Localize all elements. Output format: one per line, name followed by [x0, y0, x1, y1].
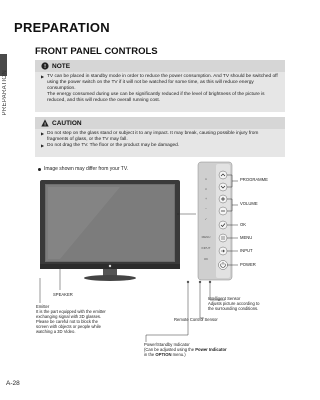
- note-item: ▶ TV can be placed in standby mode in order to reduce the power consumption. And TV should be switched off using the power switch on the TV if it will not be watched for some time, as this will reduce energy consumption.: [41, 74, 278, 91]
- panel-label: MENU: [201, 235, 211, 239]
- power-label: POWER: [240, 262, 256, 267]
- note-title: NOTE: [52, 62, 71, 70]
- power-indicator-label: Power/Standby Indicator (Can be adjusted using the Power Indicator in the OPTION menu.): [144, 342, 227, 357]
- svg-text:∧: ∧: [204, 177, 208, 181]
- svg-text:+: +: [205, 197, 207, 201]
- programme-label: PROGRAMME: [240, 177, 268, 182]
- panel-label: OK: [203, 257, 209, 261]
- side-section-label: PREPARATION: [2, 70, 8, 116]
- arrow-icon: ▶: [41, 131, 45, 136]
- speaker-label: SPEAKER: [53, 292, 73, 297]
- input-button[interactable]: [219, 247, 227, 255]
- caution-item: ▶ Do not step on the glass stand or subject it to any impact. It may break, causing possible injury from fragments of glass, or the TV may fall.: [41, 131, 259, 142]
- menu-button[interactable]: [219, 234, 227, 242]
- tv-illustration: [40, 180, 180, 281]
- power-button[interactable]: [219, 261, 228, 270]
- svg-text:!: !: [44, 64, 46, 70]
- arrow-icon: ▶: [41, 74, 45, 79]
- section-title: FRONT PANEL CONTROLS: [35, 46, 158, 57]
- ok-button[interactable]: [219, 221, 227, 229]
- emitter-label: Emitter It is the part equipped with the emitter exchanging signal with 3D glasses. Please be careful not to block the screen with objects or people while watching a 3D Video.: [36, 304, 106, 334]
- input-label: INPUT: [240, 248, 253, 253]
- sensor-leader-lines: [146, 282, 225, 342]
- remote-sensor-label: Remote Control Sensor: [174, 317, 218, 322]
- svg-text:!: !: [44, 122, 46, 127]
- programme-down-button[interactable]: [219, 183, 227, 191]
- volume-up-button[interactable]: [219, 195, 227, 203]
- note-item: The energy consumed during use can be significantly reduced if the level of brightness of the picture is reduced, and this will reduce the overall running cost.: [47, 92, 265, 103]
- arrow-icon: ▶: [41, 143, 45, 148]
- page-number: A-28: [6, 380, 20, 387]
- caution-item: ▶ Do not drag the TV. The floor or the product may be damaged.: [41, 143, 180, 148]
- intelligent-sensor-label: Intelligent Sensor Adjusts picture according to the surrounding conditions.: [208, 296, 260, 311]
- svg-text:−: −: [205, 207, 207, 211]
- menu-label: MENU: [240, 235, 253, 240]
- volume-label: VOLUME: [240, 201, 258, 206]
- programme-up-button[interactable]: [219, 171, 227, 179]
- caution-title: CAUTION: [52, 119, 82, 127]
- page-title: PREPARATION: [14, 20, 110, 35]
- svg-text:✓: ✓: [204, 217, 208, 221]
- svg-text:∨: ∨: [204, 187, 208, 191]
- image-note: Image shown may differ from your TV.: [38, 166, 128, 172]
- ok-label: OK: [240, 222, 247, 227]
- panel-label: INPUT: [201, 246, 211, 250]
- volume-down-button[interactable]: [219, 207, 227, 215]
